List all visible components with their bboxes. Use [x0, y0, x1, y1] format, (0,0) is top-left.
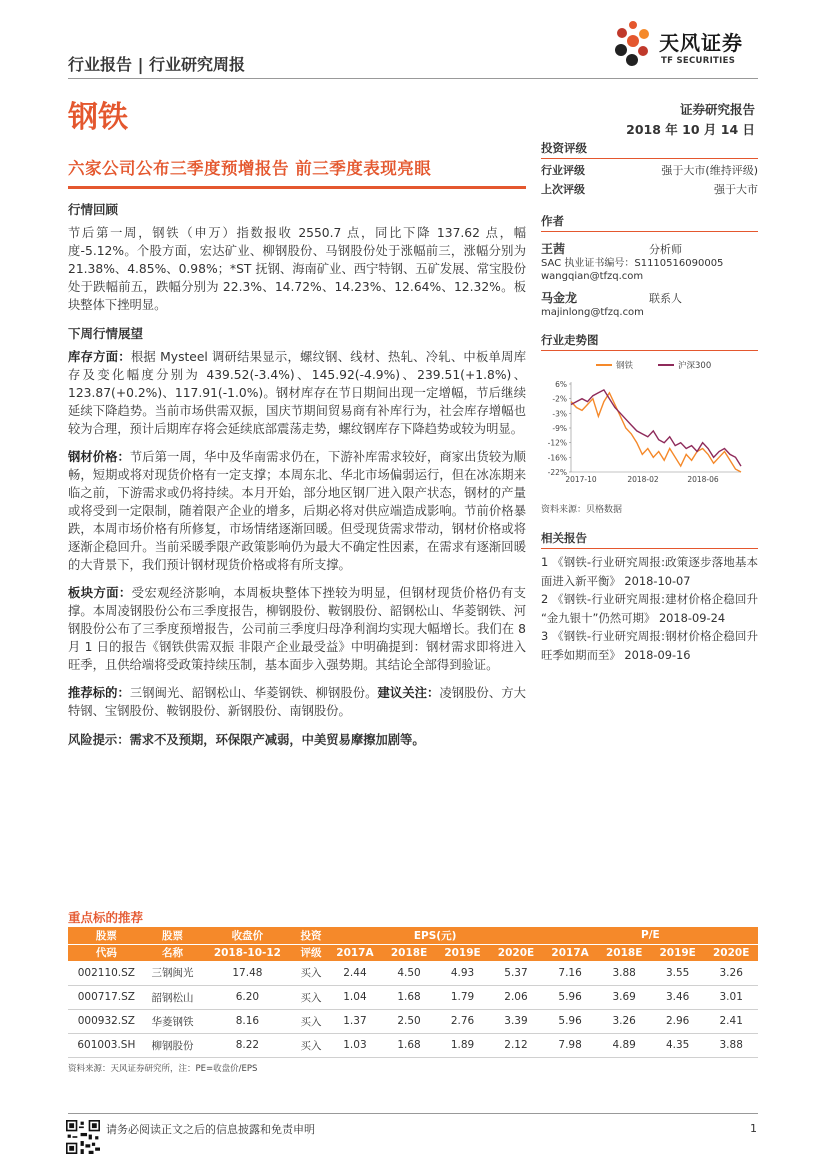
- author2-email[interactable]: majinlong@tfzq.com: [541, 307, 644, 318]
- table-cell: 1.03: [328, 1033, 383, 1057]
- rating-title: 投资评级: [541, 140, 758, 159]
- table-cell: 1.89: [436, 1033, 489, 1057]
- table-cell: 买入: [295, 985, 328, 1009]
- x-tick-label: 2018-02: [627, 475, 659, 484]
- table-cell: 5.96: [543, 1009, 598, 1033]
- author1-name: 王茜: [541, 242, 566, 256]
- table-cell: 3.88: [597, 961, 650, 985]
- author1-role: 分析师: [649, 243, 682, 256]
- th2-pe-2017: 2017A: [543, 944, 598, 961]
- table-cell: 3.88: [704, 1033, 758, 1057]
- table-cell: 买入: [295, 1009, 328, 1033]
- rating-block: [541, 140, 758, 199]
- author-block: [541, 213, 758, 319]
- sector-text: 受宏观经济影响，本周板块整体下挫较为明显，但钢材现货价格仍有支撑。本周凌钢股份公布三季度报告，柳钢股份、鞍钢股份、韶钢松山、华菱钢铁、河钢股份公布了三季度预增报告，公司前三季度归母净利润均实现大幅增长。我们在 8 月 1 日的报告《钢铁供需双振 非限产企业最受益》中明确提到：钢材需求即将进入旺季，且供给端将受政策持续压制，基本面步入强势期。其结论全部得到验证。: [68, 586, 526, 672]
- table-note: 资料来源：天风证券研究所，注：PE=收盘价/EPS: [68, 1064, 258, 1074]
- chart-source: 资料来源：贝格数据: [541, 505, 623, 515]
- trend-title: 行业走势图: [541, 332, 758, 351]
- table-cell: 2.50: [382, 1009, 435, 1033]
- headline-divider: [68, 186, 526, 189]
- footer-disclaimer[interactable]: 请务必阅读正文之后的信息披露和免责申明: [106, 1123, 315, 1136]
- related-block: [541, 530, 758, 665]
- report-headline: 六家公司公布三季度预增报告 前三季度表现亮眼: [68, 159, 432, 178]
- qr-code-icon: [66, 1120, 100, 1154]
- y-tick-label: -22%: [547, 468, 567, 477]
- table-cell: 2.96: [651, 1009, 704, 1033]
- table-cell: 4.89: [597, 1033, 650, 1057]
- table-cell: 1.68: [382, 985, 435, 1009]
- inventory-paragraph: [68, 348, 526, 438]
- prev-rating-label: 上次评级: [541, 183, 585, 196]
- stock-table: [68, 927, 758, 1058]
- table-cell: 1.37: [328, 1009, 383, 1033]
- page-number: 1: [750, 1122, 757, 1135]
- th2-pe-2020: 2020E: [704, 944, 758, 961]
- table-cell: 4.35: [651, 1033, 704, 1057]
- th-eps: EPS(元): [328, 927, 543, 944]
- table-cell: 5.37: [489, 961, 542, 985]
- y-tick-label: -12%: [547, 438, 567, 448]
- table-cell: 6.20: [200, 985, 294, 1009]
- th2-pe-2019: 2019E: [651, 944, 704, 961]
- table-row: [68, 961, 758, 985]
- inventory-label: 库存方面：: [68, 350, 131, 364]
- table-cell: 002110.SZ: [68, 961, 145, 985]
- table-cell: 4.50: [382, 961, 435, 985]
- inventory-text: 根据 Mysteel 调研结果显示，螺纹钢、线材、热轧、冷轧、中板单周库存及变化幅度分别为 439.52(-3.4%)、145.92(-4.9%)、239.51(+1.8%)、123.87(+0.2%)、117.91(-1.0%)。钢材库存在节日期间出现一定增幅，节后继续延续下降趋势。当前市场供需双振，国庆节期间贸易商有补库行为，社会库存增幅也较为合理，预计后期库存将会延续底部震荡走势，螺纹钢库存下降趋势或较为明显。: [68, 350, 526, 436]
- table-cell: 601003.SH: [68, 1033, 145, 1057]
- top-divider: [68, 78, 758, 79]
- table-cell: 7.98: [543, 1033, 598, 1057]
- table-cell: 买入: [295, 1033, 328, 1057]
- footer-divider: [68, 1113, 758, 1114]
- y-tick-label: 6%: [555, 380, 567, 389]
- table-cell: 3.01: [704, 985, 758, 1009]
- prev-rating-value: 强于大市: [714, 183, 758, 196]
- table-cell: 华菱钢铁: [145, 1009, 201, 1033]
- price-label: 钢材价格：: [68, 450, 130, 464]
- table-cell: 2.06: [489, 985, 542, 1009]
- table-cell: 3.39: [489, 1009, 542, 1033]
- table-cell: 3.26: [704, 961, 758, 985]
- table-header-row-2: [68, 944, 758, 961]
- rec-text: 三钢闽光、韶钢松山、华菱钢铁、柳钢股份。: [129, 686, 378, 700]
- trend-title-block: [541, 332, 758, 351]
- table-row: [68, 1009, 758, 1033]
- report-date: 2018 年 10 月 14 日: [626, 122, 755, 137]
- industry-title: 钢铁: [68, 100, 128, 135]
- doc-type: 行业报告 | 行业研究周报: [68, 55, 245, 74]
- risk-text: 需求不及预期，环保限产减弱，中美贸易摩擦加剧等。: [129, 733, 425, 747]
- company-logo: [613, 20, 763, 72]
- table-row: [68, 1033, 758, 1057]
- table-cell: 000932.SZ: [68, 1009, 145, 1033]
- x-tick-label: 2018-06: [687, 475, 719, 484]
- author1: [541, 240, 758, 283]
- focus-text: 凌钢股份、方大特钢、宝钢股份、鞍钢股份、新钢股份、南钢股份。: [68, 686, 526, 718]
- trend-chart: [541, 354, 758, 494]
- industry-rating-row: [541, 161, 758, 180]
- table-cell: 3.55: [651, 961, 704, 985]
- table-cell: 4.93: [436, 961, 489, 985]
- th-pe: P/E: [543, 927, 758, 944]
- th-close: 收盘价: [200, 927, 294, 944]
- table-header-row-1: [68, 927, 758, 944]
- table-cell: 1.79: [436, 985, 489, 1009]
- th-name: 股票: [145, 927, 201, 944]
- table-cell: 韶钢松山: [145, 985, 201, 1009]
- y-tick-label: -9%: [552, 424, 567, 433]
- th2-pe-2018: 2018E: [597, 944, 650, 961]
- sector-paragraph: [68, 584, 526, 674]
- table-cell: 2.12: [489, 1033, 542, 1057]
- logo-name-cn: 天风证券: [659, 31, 743, 55]
- table-title: 重点标的推荐: [68, 910, 144, 925]
- author1-cert: SAC 执业证书编号：S1110516090005: [541, 258, 724, 269]
- th-code: 股票: [68, 927, 145, 944]
- table-row: [68, 985, 758, 1009]
- th2-date: 2018-10-12: [200, 944, 294, 961]
- market-review-title: 行情回顾: [68, 202, 119, 217]
- industry-rating-value: 强于大市(维持评级): [661, 164, 758, 177]
- main-column: [68, 200, 526, 748]
- th2-eps-2020: 2020E: [489, 944, 542, 961]
- table-cell: 1.68: [382, 1033, 435, 1057]
- th2-eps-2018: 2018E: [382, 944, 435, 961]
- table-cell: 3.26: [597, 1009, 650, 1033]
- price-text: 节后第一周，华中及华南需求仍在，下游补库需求较好，商家出货较为顺畅，短期或将对现货价格有一定支撑；本周东北、华北市场偏弱运行，但在冰冻期来临之前，下游需求或仍将持续。本月开始，部分地区钢厂进入限产状态，钢材的产量或将受到一定限制，随着限产企业的增多，后期必将对供应端造成影响。节前价格暴跌，本周市场价格有所修复，市场情绪逐渐回暖。但受现货需求带动，钢材价格或将逐渐企稳回升。当前采暖季限产政策影响仍为最大不确定性因素，在需求有逐渐回暖的大背景下，我们预计钢材现货价格或将有所支撑。: [68, 450, 526, 572]
- risk-label: 风险提示：: [68, 733, 130, 747]
- related-item[interactable]: 2 《钢铁-行业研究周报:建材价格企稳回升 “金九银十”仍然可期》 2018-09-24: [541, 592, 758, 625]
- market-review-text: 节后第一周，钢铁（申万）指数报收 2550.7 点，同比下降 137.62 点，幅度-5.12%。个股方面，宏达矿业、柳钢股份、马钢股份处于涨幅前三，涨幅分别为 21.38%、4.85%、0.98%；*ST 抚钢、海南矿业、西宁特钢、五矿发展、常宝股份处于跌幅前五，跌幅分别为 22.3%、14.72%、14.23%、12.64%、12.32%。板块整体下挫明显。: [68, 226, 526, 312]
- table-cell: 三钢闽光: [145, 961, 201, 985]
- series-line: [571, 393, 741, 472]
- logo-dots-icon: [613, 20, 653, 68]
- table-cell: 柳钢股份: [145, 1033, 201, 1057]
- outlook-title: 下周行情展望: [68, 326, 144, 341]
- author2-role: 联系人: [649, 292, 682, 305]
- rec-label: 推荐标的：: [68, 686, 130, 700]
- table-cell: 7.16: [543, 961, 598, 985]
- author-title: 作者: [541, 213, 758, 232]
- focus-label: 建议关注：: [377, 686, 440, 700]
- prev-rating-row: [541, 180, 758, 199]
- related-title: 相关报告: [541, 530, 758, 549]
- related-list: [541, 553, 758, 665]
- recommendation-paragraph: [68, 684, 526, 720]
- report-kind: 证券研究报告: [679, 102, 755, 117]
- author2: [541, 289, 758, 319]
- table-cell: 3.69: [597, 985, 650, 1009]
- table-body: [68, 961, 758, 1057]
- related-item[interactable]: 3 《钢铁-行业研究周报:钢材价格企稳回升 旺季如期而至》 2018-09-16: [541, 629, 758, 662]
- industry-rating-label: 行业评级: [541, 164, 585, 177]
- risk-paragraph: [68, 730, 526, 748]
- table-cell: 买入: [295, 961, 328, 985]
- author2-name: 马金龙: [541, 291, 578, 305]
- y-tick-label: -16%: [547, 453, 567, 463]
- table-cell: 8.22: [200, 1033, 294, 1057]
- th-rating: 投资: [295, 927, 328, 944]
- logo-name-en: TF SECURITIES: [661, 56, 736, 66]
- table-cell: 17.48: [200, 961, 294, 985]
- table-cell: 8.16: [200, 1009, 294, 1033]
- th2-eps-2019: 2019E: [436, 944, 489, 961]
- table-cell: 1.04: [328, 985, 383, 1009]
- author1-email[interactable]: wangqian@tfzq.com: [541, 271, 644, 282]
- related-item[interactable]: 1 《钢铁-行业研究周报:政策逐步落地基本面进入新平衡》 2018-10-07: [541, 555, 758, 588]
- y-tick-label: -3%: [552, 409, 567, 419]
- y-tick-label: -2%: [552, 394, 567, 404]
- x-tick-label: 2017-10: [565, 475, 597, 484]
- table-cell: 3.46: [651, 985, 704, 1009]
- table-cell: 5.96: [543, 985, 598, 1009]
- sector-label: 板块方面：: [68, 586, 132, 600]
- th2-name: 名称: [145, 944, 201, 961]
- price-paragraph: [68, 448, 526, 574]
- table-cell: 000717.SZ: [68, 985, 145, 1009]
- legend-label: 沪深300: [678, 361, 712, 371]
- table-cell: 2.44: [328, 961, 383, 985]
- th2-code: 代码: [68, 944, 145, 961]
- table-cell: 2.41: [704, 1009, 758, 1033]
- legend-label: 钢铁: [616, 361, 634, 371]
- th2-rating: 评级: [295, 944, 328, 961]
- table-cell: 2.76: [436, 1009, 489, 1033]
- th2-eps-2017: 2017A: [328, 944, 383, 961]
